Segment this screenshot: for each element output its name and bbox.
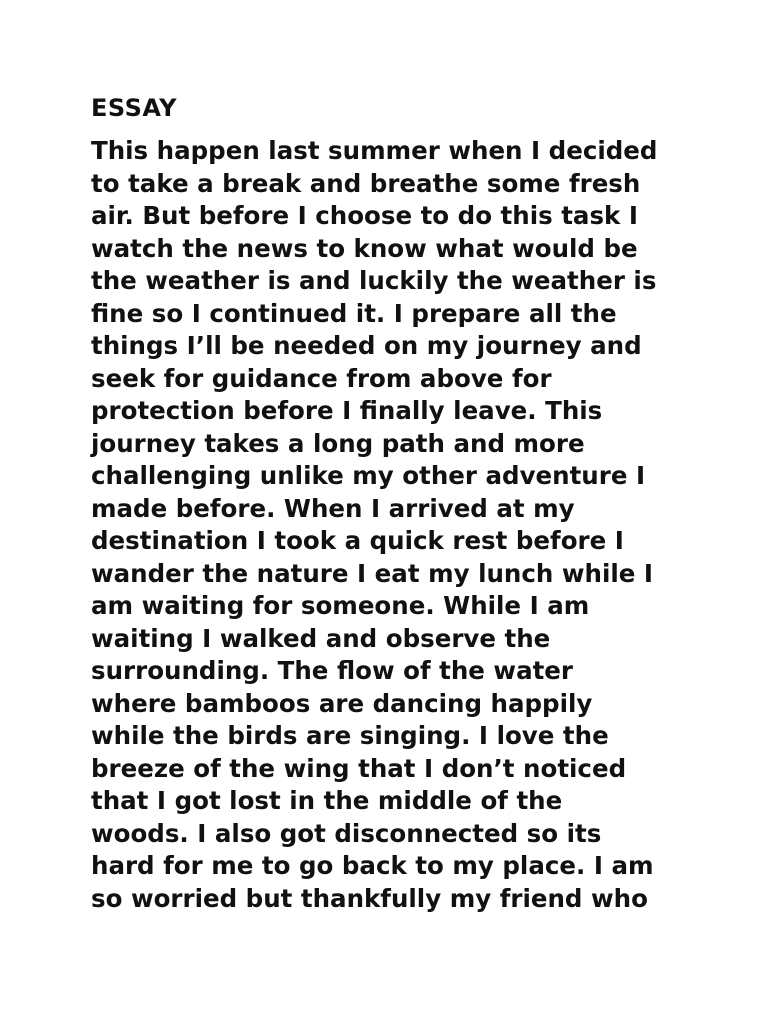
essay-line: wander the nature I eat my lunch while I: [91, 558, 654, 588]
essay-line: hard for me to go back to my place. I am: [91, 851, 654, 880]
essay-title: ESSAY: [91, 94, 178, 122]
essay-line: challenging unlike my other adventure I: [91, 461, 646, 490]
essay-line: seek for guidance from above for: [91, 363, 552, 393]
essay-body: [91, 135, 711, 915]
essay-line: am waiting for someone. While I am: [91, 591, 590, 620]
essay-line: that I got lost in the middle of the: [91, 786, 563, 815]
essay-line: destination I took a quick rest before I: [91, 526, 624, 555]
essay-line: so worried but thankfully my friend who: [91, 883, 648, 913]
essay-line: things I’ll be needed on my journey and: [91, 331, 642, 360]
essay-line: made before. When I arrived at my: [91, 493, 575, 523]
essay-line: breeze of the wing that I don’t noticed: [91, 753, 627, 783]
essay-line: fine so I continued it. I prepare all the: [91, 298, 617, 328]
essay-line: protection before I finally leave. This: [91, 396, 603, 425]
essay-line: waiting I walked and observe the: [91, 623, 551, 653]
essay-line: air. But before I choose to do this task I: [91, 201, 638, 230]
essay-line: the weather is and luckily the weather is: [91, 266, 657, 295]
essay-line: watch the news to know what would be: [91, 233, 638, 263]
essay-line: where bamboos are dancing happily: [91, 688, 593, 718]
essay-line: to take a break and breathe some fresh: [91, 168, 641, 198]
essay-line: This happen last summer when I decided: [91, 136, 658, 165]
essay-line: while the birds are singing. I love the: [91, 721, 609, 750]
essay-line: journey takes a long path and more: [91, 428, 585, 458]
essay-line: woods. I also got disconnected so its: [91, 818, 602, 848]
essay-line: surrounding. The flow of the water: [91, 656, 574, 685]
